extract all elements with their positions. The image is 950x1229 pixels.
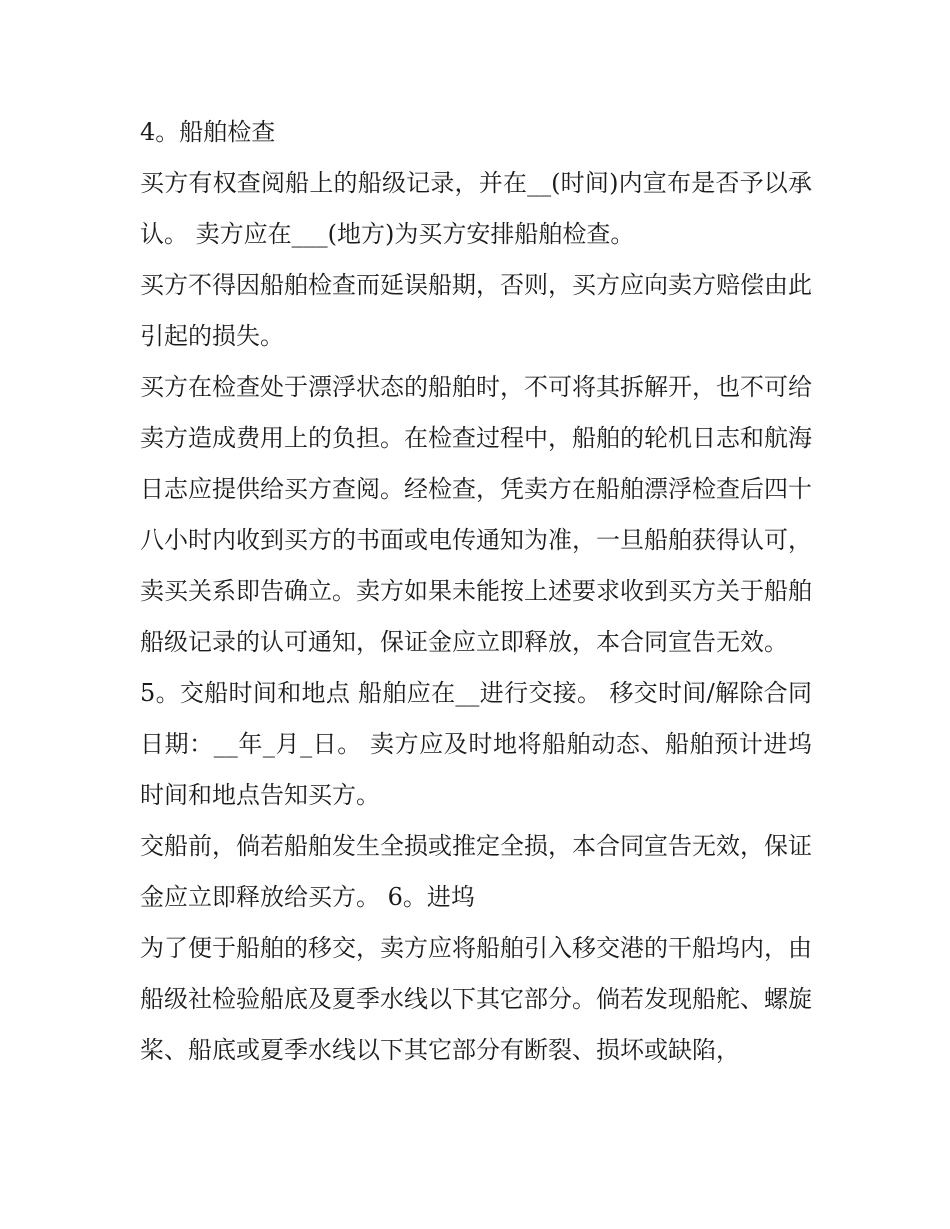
paragraph-drydocking: 为了便于船舶的移交，卖方应将船舶引入移交港的干船坞内，由船级社检验船底及夏季水线以下其它部分。倘若发现船舵、螺旋桨、船底或夏季水线以下其它部分有断裂、损坏或缺陷，	[140, 934, 812, 1064]
paragraph-total-loss: 交船前，倘若船舶发生全损或推定全损，本合同宣告无效，保证金应立即释放给买方。 6。进坞	[140, 832, 812, 911]
paragraph-no-delay: 买方不得因船舶检查而延误船期，否则，买方应向卖方赔偿由此引起的损失。	[140, 271, 812, 350]
paragraph-delivery-time-place: 5。交船时间和地点 船舶应在__进行交接。 移交时间/解除合同日期：__年_月_日。 卖方应及时地将船舶动态、船舶预计进坞时间和地点告知买方。	[140, 679, 812, 809]
paragraph-floating-inspection: 买方在检查处于漂浮状态的船舶时，不可将其拆解开，也不可给卖方造成费用上的负担。在检查过程中，船舶的轮机日志和航海日志应提供给买方查阅。经检查，凭卖方在船舶漂浮检查后四十八小时内收到买方的书面或电传通知为准，一旦船舶获得认可，卖买关系即告确立。卖方如果未能按上述要求收到买方关于船舶船级记录的认可通知，保证金应立即释放，本合同宣告无效。	[140, 373, 812, 656]
document-body	[140, 107, 812, 1076]
paragraph-class-records: 买方有权查阅船上的船级记录，并在__(时间)内宣布是否予以承认。 卖方应在___(地方)为买方安排船舶检查。	[140, 169, 812, 248]
section-heading-ship-inspection: 4。船舶检查	[140, 118, 276, 146]
